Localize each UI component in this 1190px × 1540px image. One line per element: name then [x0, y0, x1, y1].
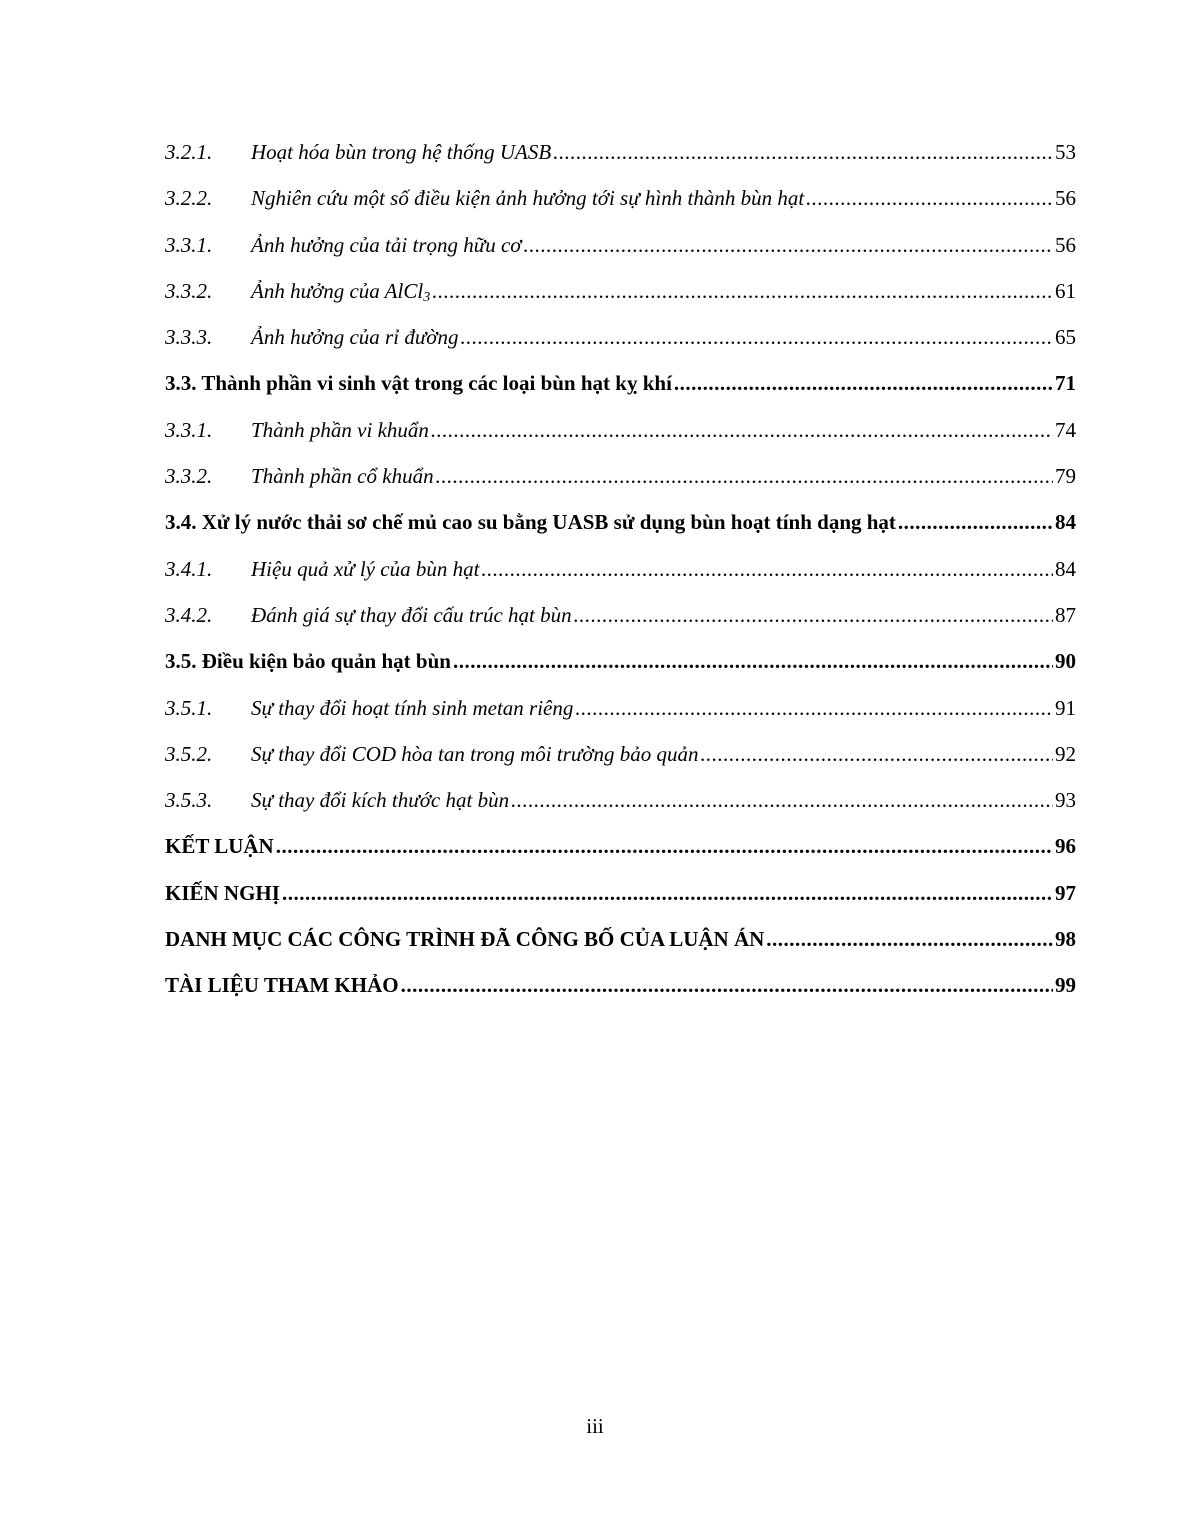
dot-leader: [553, 129, 1053, 175]
toc-entry-title: Hoạt hóa bùn trong hệ thống UASB: [251, 140, 552, 164]
toc-entry-number: 3.5.3.: [165, 788, 213, 813]
toc-entry-number: 3.3.1.: [165, 232, 213, 257]
toc-entry-page: 96: [1055, 834, 1076, 859]
toc-entry-title: Thành phần vi khuẩn: [251, 417, 429, 442]
toc-entry-title: DANH MỤC CÁC CÔNG TRÌNH ĐÃ CÔNG BỐ CỦA LUẬN ÁN: [165, 927, 765, 952]
toc-entry[interactable]: [165, 129, 1076, 175]
toc-entry-number: 3.2.1.: [165, 140, 213, 164]
toc-section-entry[interactable]: [165, 499, 1076, 545]
dot-leader: [460, 314, 1053, 360]
toc-entry-page: 99: [1055, 973, 1076, 998]
dot-leader: [511, 777, 1053, 823]
toc-section-entry[interactable]: [165, 638, 1076, 684]
toc-entry[interactable]: [165, 407, 1076, 453]
dot-leader: [401, 962, 1053, 1008]
toc-entry-page: 91: [1055, 695, 1076, 720]
toc-entry[interactable]: [165, 268, 1076, 314]
dot-leader: [282, 870, 1053, 916]
toc-entry-number: 3.5.1.: [165, 695, 213, 720]
toc-entry-title: Đánh giá sự thay đổi cấu trúc hạt bùn: [251, 602, 572, 627]
toc-entry[interactable]: [165, 685, 1076, 731]
toc-entry[interactable]: [165, 731, 1076, 777]
toc-entry-title: TÀI LIỆU THAM KHẢO: [165, 973, 399, 998]
toc-entry-page: 71: [1055, 371, 1076, 396]
toc-entry[interactable]: [165, 222, 1076, 268]
toc-entry[interactable]: [165, 777, 1076, 823]
toc-entry-title: Ảnh hưởng của tải trọng hữu cơ: [251, 232, 522, 257]
toc-entry-title-text: Ảnh hưởng của AlCl: [251, 278, 424, 303]
toc-entry-page: 56: [1055, 186, 1076, 211]
toc-section-entry[interactable]: [165, 823, 1076, 869]
toc-entry-page: 98: [1055, 927, 1076, 952]
toc-entry-number: 3.3.2.: [165, 278, 213, 303]
toc-entry-page: 97: [1055, 880, 1076, 905]
toc-entry-page: 56: [1055, 232, 1076, 257]
toc-entry-page: 74: [1055, 417, 1076, 442]
toc-entry[interactable]: [165, 546, 1076, 592]
toc-entry-title: KIẾN NGHỊ: [165, 880, 280, 905]
toc-entry-title: Thành phần cổ khuẩn: [251, 464, 434, 489]
toc-entry-number: 3.4.2.: [165, 602, 213, 627]
dot-leader: [523, 222, 1053, 268]
toc-entry-page: 53: [1055, 140, 1076, 164]
toc-entry-page: 84: [1055, 510, 1076, 535]
toc-entry-title: 3.5. Điều kiện bảo quản hạt bùn: [165, 649, 451, 674]
dot-leader: [453, 638, 1053, 684]
toc-entry-number: 3.2.2.: [165, 186, 213, 211]
toc-entry-title: Nghiên cứu một số điều kiện ảnh hưởng tới sự hình thành bùn hạt: [251, 186, 805, 211]
toc-entry-title: 3.4. Xử lý nước thải sơ chế mủ cao su bằng UASB sử dụng bùn hoạt tính dạng hạt: [165, 510, 896, 535]
toc-section-entry[interactable]: [165, 360, 1076, 406]
dot-leader: [276, 823, 1053, 869]
toc-entry-page: 93: [1055, 788, 1076, 813]
dot-leader: [431, 407, 1053, 453]
toc-entry-number: 3.3.2.: [165, 464, 213, 489]
dot-leader: [674, 360, 1053, 406]
toc-entry-title: KẾT LUẬN: [165, 834, 274, 859]
toc-entry[interactable]: [165, 453, 1076, 499]
toc-entry[interactable]: [165, 314, 1076, 360]
dot-leader: [436, 453, 1053, 499]
dot-leader: [432, 268, 1053, 314]
dot-leader: [806, 175, 1053, 221]
toc-entry-title: Sự thay đổi COD hòa tan trong môi trường bảo quản: [251, 741, 699, 766]
dot-leader: [575, 685, 1053, 731]
toc-entry-number: 3.4.1.: [165, 556, 213, 581]
dot-leader: [701, 731, 1053, 777]
toc-entry-title: Hiệu quả xử lý của bùn hạt: [251, 556, 480, 581]
toc-entry[interactable]: [165, 592, 1076, 638]
toc-entry-number: 3.3.3.: [165, 325, 213, 350]
toc-entry-title: Sự thay đổi hoạt tính sinh metan riêng: [251, 695, 574, 720]
dot-leader: [481, 546, 1053, 592]
page-number-footer: iii: [586, 1414, 604, 1438]
toc-entry-page: 90: [1055, 649, 1076, 674]
dot-leader: [898, 499, 1053, 545]
toc-entry-number: 3.5.2.: [165, 741, 213, 766]
subscript: 3: [423, 289, 431, 305]
toc-entry-number: 3.3.1.: [165, 417, 213, 442]
toc-entry-title: 3.3. Thành phần vi sinh vật trong các loại bùn hạt kỵ khí: [165, 371, 672, 396]
toc-entry-title: Ảnh hưởng của rỉ đường: [251, 325, 459, 350]
toc-entry-page: 61: [1055, 278, 1076, 303]
toc-entry-page: 79: [1055, 464, 1076, 489]
toc-section-entry[interactable]: [165, 870, 1076, 916]
table-of-contents: [165, 129, 1076, 1009]
toc-entry-page: 87: [1055, 602, 1076, 627]
toc-entry-title: [251, 268, 430, 314]
toc-entry-page: 65: [1055, 325, 1076, 350]
toc-entry-page: 92: [1055, 741, 1076, 766]
toc-section-entry[interactable]: [165, 916, 1076, 962]
dot-leader: [574, 592, 1053, 638]
toc-section-entry[interactable]: [165, 962, 1076, 1008]
toc-entry[interactable]: [165, 175, 1076, 221]
toc-entry-title: Sự thay đổi kích thước hạt bùn: [251, 788, 510, 813]
toc-entry-page: 84: [1055, 556, 1076, 581]
dot-leader: [766, 916, 1053, 962]
